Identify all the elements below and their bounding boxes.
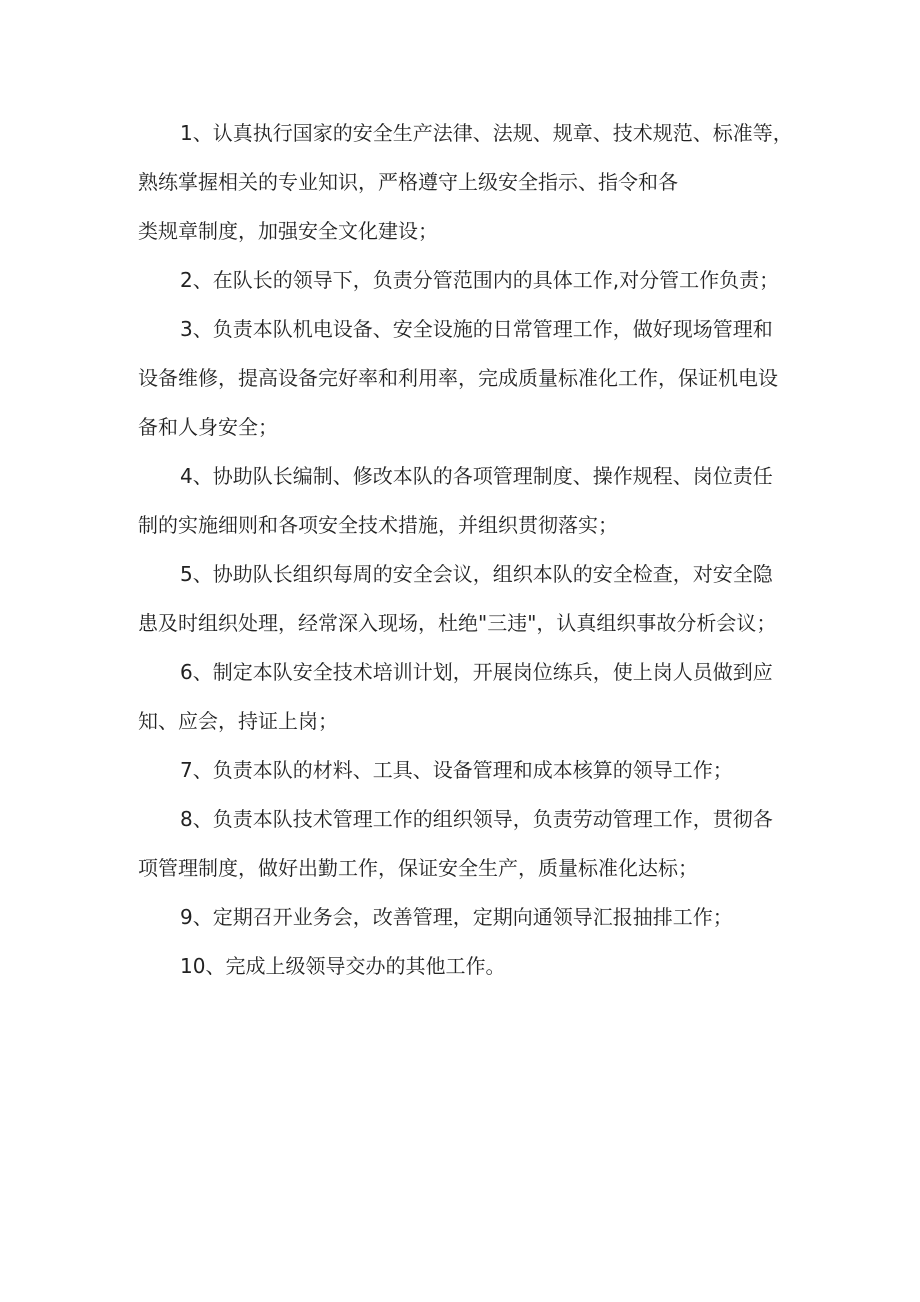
duty-item-4-line-2: 制的实施细则和各项安全技术措施，并组织贯彻落实； <box>138 513 618 537</box>
duty-item-1 <box>138 109 798 256</box>
duty-item-3 <box>138 305 798 452</box>
duty-item-9-line-1: 9、定期召开业务会，改善管理，定期向通领导汇报抽排工作； <box>180 905 733 929</box>
duty-item-8-line-2: 项管理制度，做好出勤工作，保证安全生产，质量标准化达标； <box>138 856 698 880</box>
duty-item-7-line-1: 7、负责本队的材料、工具、设备管理和成本核算的领导工作； <box>180 758 733 782</box>
duty-item-5-line-1: 5、协助队长组织每周的安全会议，组织本队的安全检查，对安全隐 <box>180 562 773 586</box>
duty-item-3-line-1: 3、负责本队机电设备、安全设施的日常管理工作，做好现场管理和 <box>180 317 773 341</box>
duty-item-6-line-2: 知、应会，持证上岗； <box>138 709 338 733</box>
duty-item-4 <box>138 452 798 550</box>
duty-item-1-line-1: 1、认真执行国家的安全生产法律、法规、规章、技术规范、标准等， <box>180 121 793 145</box>
duty-item-7 <box>138 746 798 795</box>
duty-item-6 <box>138 648 798 746</box>
duty-item-8 <box>138 795 798 893</box>
duty-item-1-line-3: 类规章制度，加强安全文化建设； <box>138 219 438 243</box>
duty-item-10-line-1: 10、完成上级领导交办的其他工作。 <box>180 954 506 978</box>
duty-item-5-line-2: 患及时组织处理，经常深入现场，杜绝"三违"，认真组织事故分析会议； <box>138 611 777 635</box>
duty-item-3-line-3: 备和人身安全； <box>138 415 278 439</box>
duty-item-5 <box>138 550 798 648</box>
duty-item-2-line-1: 2、在队长的领导下，负责分管范围内的具体工作,对分管工作负责； <box>180 268 780 292</box>
duty-item-6-line-1: 6、制定本队安全技术培训计划，开展岗位练兵，使上岗人员做到应 <box>180 660 773 684</box>
duty-item-3-line-2: 设备维修，提高设备完好率和利用率，完成质量标准化工作，保证机电设 <box>138 366 778 390</box>
duty-item-9 <box>138 893 798 942</box>
duty-item-10 <box>138 942 798 991</box>
duty-item-4-line-1: 4、协助队长编制、修改本队的各项管理制度、操作规程、岗位责任 <box>180 464 773 488</box>
duty-item-2 <box>138 256 798 305</box>
duty-item-8-line-1: 8、负责本队技术管理工作的组织领导，负责劳动管理工作，贯彻各 <box>180 807 773 831</box>
duty-item-1-line-2: 熟练掌握相关的专业知识，严格遵守上级安全指示、指令和各 <box>138 170 678 194</box>
document-body <box>138 109 798 991</box>
